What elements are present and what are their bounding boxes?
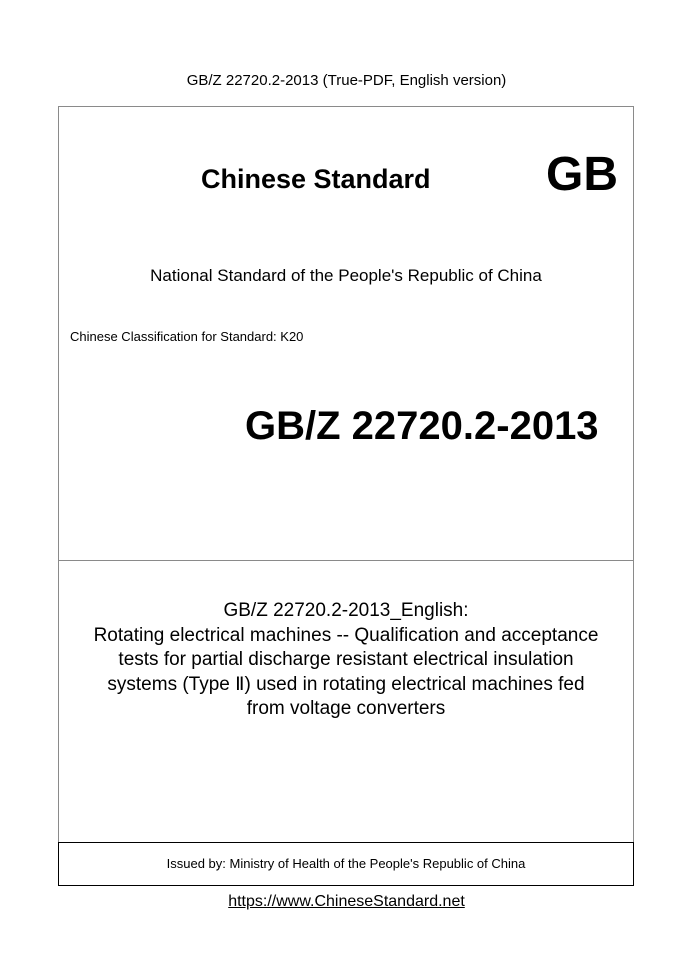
title-section (59, 561, 633, 843)
title-line: GB/Z 22720.2-2013_English: (223, 600, 469, 621)
standard-title (59, 599, 633, 722)
issued-by-box: Issued by: Ministry of Health of the People's Republic of China (58, 842, 634, 886)
cover-heading: Chinese Standard (201, 164, 431, 194)
title-line: tests for partial discharge resistant electrical insulation (118, 649, 574, 670)
gb-mark: GB (546, 148, 618, 201)
footer (0, 893, 693, 911)
title-line: Rotating electrical machines -- Qualification and acceptance (93, 624, 599, 646)
title-line: systems (Type Ⅱ) used in rotating electrical machines fed (107, 673, 585, 695)
classification-line: Chinese Classification for Standard: K20 (70, 329, 304, 344)
national-standard-line: National Standard of the People's Republic of China (150, 266, 542, 285)
cover-top-section (59, 107, 633, 561)
standard-number: GB/Z 22720.2-2013 (245, 404, 599, 448)
cover-frame (58, 106, 634, 886)
title-line: from voltage converters (246, 698, 446, 719)
website-link[interactable]: https://www.ChineseStandard.net (228, 893, 465, 910)
document-header: GB/Z 22720.2-2013 (True-PDF, English version) (186, 72, 507, 89)
